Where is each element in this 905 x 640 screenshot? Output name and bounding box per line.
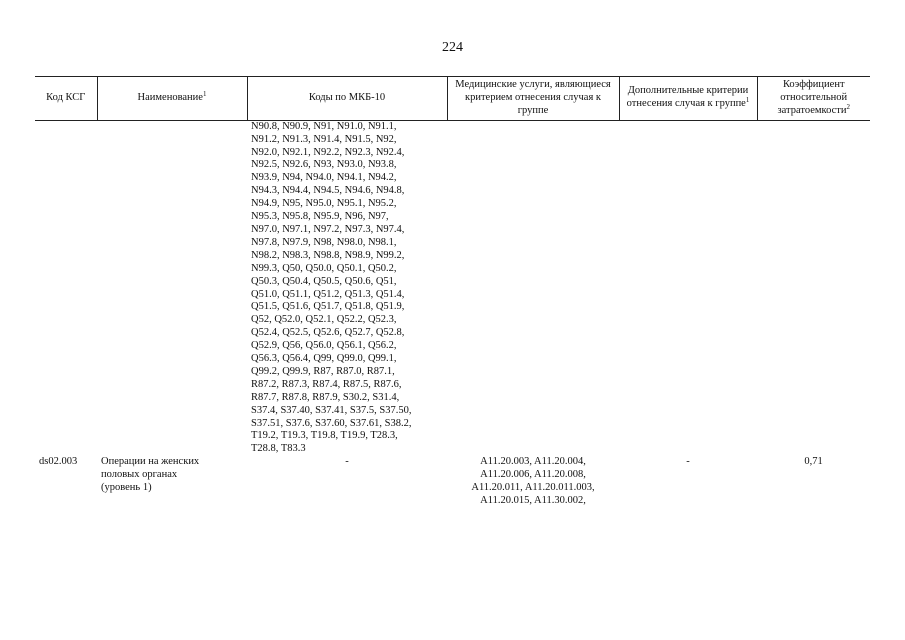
header-code: Код КСГ xyxy=(35,77,97,121)
service-code-line: A11.20.015, A11.30.002, xyxy=(480,495,586,506)
cell-ksg-additional: - xyxy=(686,456,690,468)
header-coefficient: Коэффициент относительной затратоемкости$^2$ xyxy=(757,77,870,121)
ksg-name-line: Операции на женских xyxy=(101,456,200,468)
mkb-code-line: N97.8, N97.9, N98, N98.0, N98.1, xyxy=(251,236,397,248)
cell-ksg-code: ds02.003 xyxy=(39,456,78,468)
mkb-code-line: N98.2, N98.3, N98.8, N98.9, N99.2, xyxy=(251,249,405,261)
service-code-list xyxy=(451,456,615,508)
mkb-code-line: N99.3, Q50, Q50.0, Q50.1, Q50.2, xyxy=(251,262,397,274)
mkb-code-line: R87.7, R87.8, R87.9, S30.2, S31.4, xyxy=(251,391,400,403)
mkb-code-list xyxy=(251,121,443,457)
service-code-line: A11.20.003, A11.20.004, xyxy=(480,456,586,468)
mkb-code-line: Q52, Q52.0, Q52.1, Q52.2, Q52.3, xyxy=(251,314,397,326)
mkb-code-line: N92.0, N92.1, N92.2, N92.3, N92.4, xyxy=(251,146,405,158)
mkb-code-line: S37.51, S37.6, S37.60, S37.61, S38.2, xyxy=(251,417,412,429)
ksg-name-text xyxy=(101,456,243,495)
mkb-code-line: Q52.9, Q56, Q56.0, Q56.1, Q56.2, xyxy=(251,340,397,352)
ksg-table xyxy=(35,76,870,508)
mkb-code-line: R87.2, R87.3, R87.4, R87.5, R87.6, xyxy=(251,378,402,390)
header-name-footnote: 1 xyxy=(202,89,207,98)
cell-name-empty xyxy=(97,120,247,456)
mkb-code-line: Q51.0, Q51.1, Q51.2, Q51.3, Q51.4, xyxy=(251,288,405,300)
mkb-code-line: N92.5, N92.6, N93, N93.0, N93.8, xyxy=(251,159,397,171)
cell-ksg-name xyxy=(97,456,247,508)
cell-mkb-codes xyxy=(247,120,447,456)
mkb-code-line: Q99.2, Q99.9, R87, R87.0, R87.1, xyxy=(251,365,395,377)
ksg-name-line: половых органах xyxy=(101,469,178,481)
mkb-code-line: N93.9, N94, N94.0, N94.1, N94.2, xyxy=(251,172,397,184)
header-additional-footnote: 1 xyxy=(745,96,750,105)
page-number: 224 xyxy=(442,40,463,55)
ksg-name-line: (уровень 1) xyxy=(101,482,152,494)
header-services: Медицинские услуги, являющиеся критерием отнесения случая к группе xyxy=(447,77,619,121)
mkb-code-line: N95.3, N95.8, N95.9, N96, N97, xyxy=(251,211,389,223)
mkb-code-line: N90.8, N90.9, N91, N91.0, N91.1, xyxy=(251,120,397,132)
header-coefficient-footnote: 2 xyxy=(846,102,850,111)
header-additional: Дополнительные критерии отнесения случая к группе$^1$ xyxy=(619,77,757,121)
mkb-code-line: N97.0, N97.1, N97.2, N97.3, N97.4, xyxy=(251,223,405,235)
service-code-line: A11.20.006, A11.20.008, xyxy=(480,469,586,481)
header-name: Наименование$^1$ xyxy=(97,77,247,121)
cell-ksg-mkb: - xyxy=(345,456,349,468)
mkb-code-line: Q52.4, Q52.5, Q52.6, Q52.7, Q52.8, xyxy=(251,327,405,339)
mkb-code-line: Q50.3, Q50.4, Q50.5, Q50.6, Q51, xyxy=(251,275,397,287)
mkb-code-line: T19.2, T19.3, T19.8, T19.9, T28.3, xyxy=(251,430,398,442)
service-code-line: A11.20.011, A11.20.011.003, xyxy=(471,482,595,494)
mkb-code-line: S37.4, S37.40, S37.41, S37.5, S37.50, xyxy=(251,404,412,416)
mkb-code-line: Q51.5, Q51.6, Q51.7, Q51.8, Q51.9, xyxy=(251,301,405,313)
cell-code-empty xyxy=(35,120,97,456)
mkb-code-line: N94.3, N94.4, N94.5, N94.6, N94.8, xyxy=(251,185,405,197)
table-row-continued xyxy=(35,120,870,456)
cell-ksg-coefficient: 0,71 xyxy=(804,456,823,468)
cell-coefficient-empty xyxy=(757,120,870,456)
cell-additional-empty xyxy=(619,120,757,456)
mkb-code-line: T28.8, T83.3 xyxy=(251,443,306,455)
table-header xyxy=(35,77,870,121)
table-row-ds02-003 xyxy=(35,456,870,508)
mkb-code-line: N94.9, N95, N95.0, N95.1, N95.2, xyxy=(251,198,397,210)
header-mkb: Коды по МКБ-10 xyxy=(247,77,447,121)
cell-ksg-services xyxy=(447,456,619,508)
mkb-code-line: Q56.3, Q56.4, Q99, Q99.0, Q99.1, xyxy=(251,353,397,365)
cell-services-empty xyxy=(447,120,619,456)
mkb-code-line: N91.2, N91.3, N91.4, N91.5, N92, xyxy=(251,133,397,145)
